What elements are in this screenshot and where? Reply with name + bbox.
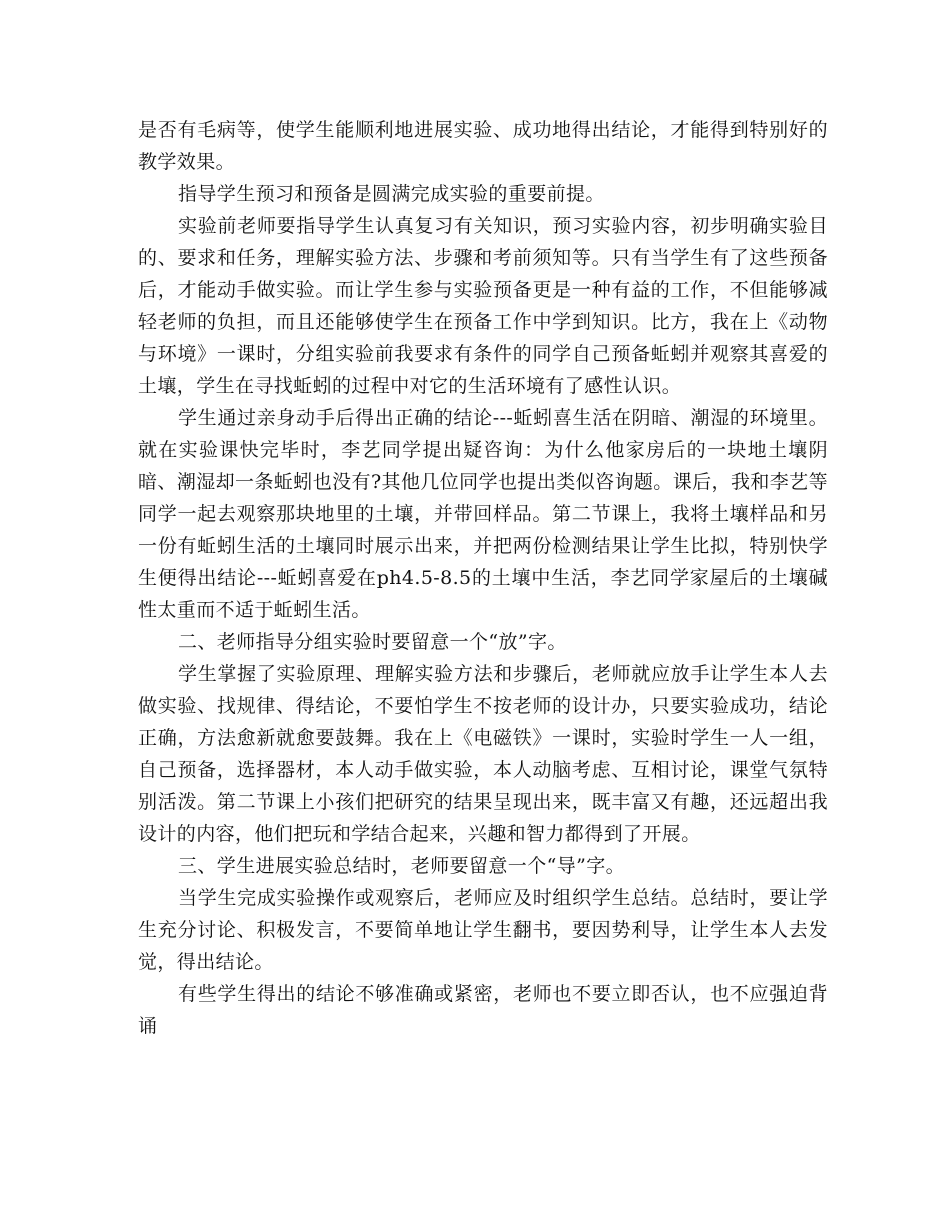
- paragraph-7: 三、学生进展实验总结时，老师要留意一个“导”字。: [178, 855, 626, 877]
- paragraph-2: 指导学生预习和预备是圆满完成实验的重要前提。: [178, 183, 605, 205]
- paragraph-8: 当学生完成实验操作或观察后，老师应及时组织学生总结。总结时，要让学生充分讨论、积极发言，不要简单地让学生翻书，要因势利导，让学生本人去发觉，得出结论。: [138, 887, 828, 973]
- paragraph-6: 学生掌握了实验原理、理解实验方法和步骤后，老师就应放手让学生本人去做实验、找规律、得结论，不要怕学生不按老师的设计办，只要实验成功，结论正确，方法愈新就愈要鼓舞。我在上《电磁铁》一课时，实验时学生一人一组，自己预备，选择器材，本人动手做实验，本人动脑考虑、互相讨论，课堂气氛特别活泼。第二节课上小孩们把研究的结果呈现出来，既丰富又有趣，还远超出我设计的内容，他们把玩和学结合起来，兴趣和智力都得到了开展。: [138, 663, 828, 845]
- paragraph-1: 是否有毛病等，使学生能顺利地进展实验、成功地得出结论，才能得到特别好的教学效果。: [138, 119, 828, 173]
- paragraph-9: 有些学生得出的结论不够准确或紧密，老师也不要立即否认，也不应强迫背诵: [138, 983, 828, 1037]
- paragraph-4: 学生通过亲身动手后得出正确的结论---蚯蚓喜生活在阴暗、潮湿的环境里。就在实验课快完毕时，李艺同学提出疑咨询：为什么他家房后的一块地土壤阴暗、潮湿却一条蚯蚓也没有?其他几位同学也提出类似咨询题。课后，我和李艺等同学一起去观察那块地里的土壤，并带回样品。第二节课上，我将土壤样品和另一份有蚯蚓生活的土壤同时展示出来，并把两份检测结果让学生比拟，特别快学生便得出结论---蚯蚓喜爱在ph4.5-8.5的土壤中生活，李艺同学家屋后的土壤碱性太重而不适于蚯蚓生活。: [138, 407, 828, 621]
- paragraph-5: 二、老师指导分组实验时要留意一个“放”字。: [178, 631, 567, 653]
- document-body: [138, 114, 828, 1042]
- paragraph-3: 实验前老师要指导学生认真复习有关知识，预习实验内容，初步明确实验目的、要求和任务，理解实验方法、步骤和考前须知等。只有当学生有了这些预备后，才能动手做实验。而让学生参与实验预备更是一种有益的工作，不但能够减轻老师的负担，而且还能够使学生在预备工作中学到知识。比方，我在上《动物与环境》一课时，分组实验前我要求有条件的同学自己预备蚯蚓并观察其喜爱的土壤，学生在寻找蚯蚓的过程中对它的生活环境有了感性认识。: [138, 215, 828, 397]
